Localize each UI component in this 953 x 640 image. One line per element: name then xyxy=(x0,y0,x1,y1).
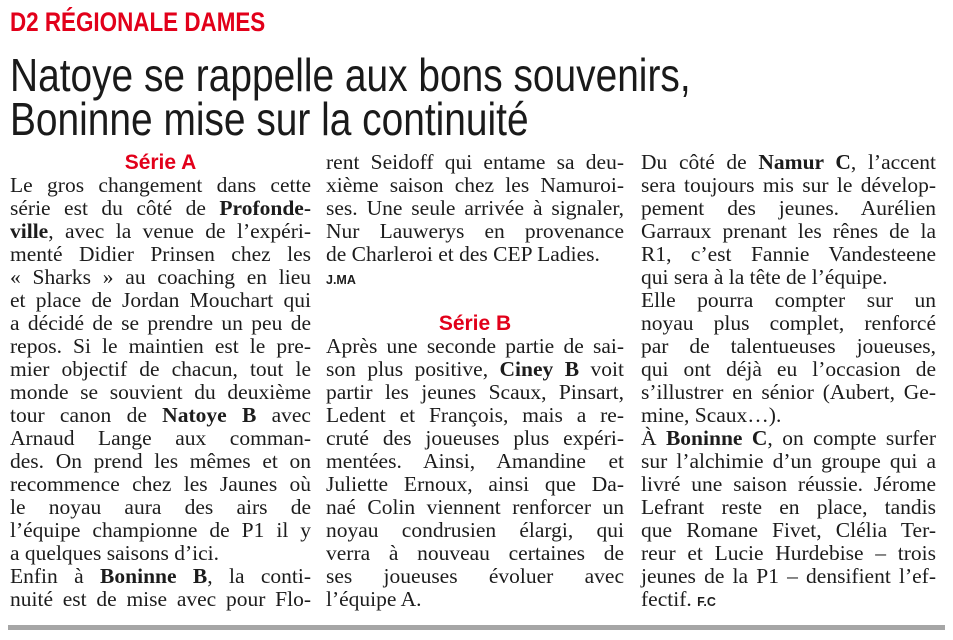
text-run: , on compte surfer xyxy=(767,426,936,450)
text-line xyxy=(10,174,311,197)
text-run: que Romane Fivet, Clélia Ter- xyxy=(641,518,936,542)
text-line xyxy=(10,197,311,220)
text-line xyxy=(326,358,624,381)
text-line xyxy=(326,335,624,358)
text-run: Enfin à xyxy=(10,564,101,588)
club-name: Natoye B xyxy=(162,403,257,427)
text-run: , la conti- xyxy=(207,564,311,588)
text-run: cruté des joueuses plus expéri- xyxy=(326,426,624,450)
text-run: mine, Scaux…). xyxy=(641,403,782,427)
club-name: Namur C xyxy=(758,150,851,174)
text-line xyxy=(641,358,936,381)
text-run: Lefrant reste en place, tandis xyxy=(641,495,936,519)
text-line xyxy=(326,197,624,220)
text-line xyxy=(641,381,936,404)
text-line xyxy=(326,565,624,588)
text-run: À xyxy=(641,426,666,450)
text-line xyxy=(10,289,311,312)
text-run: Garraux prenant les rênes de la xyxy=(641,219,936,243)
section-subhead: Série A xyxy=(124,151,197,174)
text-run: le noyau aura des airs de xyxy=(10,495,311,519)
text-line xyxy=(10,519,311,542)
text-run: l’équipe A. xyxy=(326,587,422,611)
text-line xyxy=(326,220,624,243)
text-line xyxy=(326,588,624,611)
text-line xyxy=(10,565,311,588)
text-line xyxy=(326,151,624,174)
text-line xyxy=(10,473,311,496)
text-line xyxy=(641,427,936,450)
text-line xyxy=(641,565,936,588)
text-line xyxy=(10,243,311,266)
club-name: Boninne C xyxy=(665,426,768,450)
text-line xyxy=(10,542,311,565)
text-run: « Sharks » au coaching en lieu xyxy=(10,265,311,289)
text-line xyxy=(326,427,624,450)
text-line xyxy=(10,335,311,358)
blank-line xyxy=(326,289,624,312)
club-name: Ciney B xyxy=(499,357,580,381)
text-run: sur l’alchimie d’un groupe qui a xyxy=(641,449,936,473)
text-line xyxy=(641,519,936,542)
text-run: de Charleroi et des CEP Ladies. xyxy=(326,242,600,266)
text-line xyxy=(641,450,936,473)
text-run: recommence chez les Jaunes où xyxy=(10,472,311,496)
text-line xyxy=(641,174,936,197)
text-line xyxy=(641,335,936,358)
text-run: Le gros changement dans cette xyxy=(10,173,311,197)
text-run: , l’accent xyxy=(850,150,936,174)
text-line xyxy=(641,220,936,243)
text-run: ses joueuses évoluer avec xyxy=(326,564,624,588)
text-line xyxy=(326,174,624,197)
headline xyxy=(10,49,815,145)
section-subhead: Série B xyxy=(438,312,512,335)
text-run: noyau condrusien élargi, qui xyxy=(326,518,624,542)
text-line xyxy=(641,496,936,519)
text-line xyxy=(10,427,311,450)
text-run: série est du côté de xyxy=(10,196,220,220)
byline-row xyxy=(326,266,624,289)
text-run: par de talentueuses joueuses, xyxy=(641,334,936,358)
text-line xyxy=(326,519,624,542)
text-run: qui sera à la tête de l’équipe. xyxy=(641,265,888,289)
text-line xyxy=(641,266,936,289)
text-line xyxy=(641,473,936,496)
text-line xyxy=(10,312,311,335)
text-run: jeunes de la P1 – densifient l’ef- xyxy=(641,564,936,588)
text-line xyxy=(641,312,936,335)
text-run: a décidé de se prendre un peu de xyxy=(10,311,311,335)
text-line xyxy=(641,243,936,266)
text-run: fectif. xyxy=(641,587,698,611)
text-run: l’équipe championne de P1 il y xyxy=(10,518,311,542)
text-run: ses. Une seule arrivée à signaler, xyxy=(326,196,624,220)
text-run: son plus positive, xyxy=(326,357,500,381)
text-run: Après une seconde partie de sai- xyxy=(326,334,624,358)
text-run: tour canon de xyxy=(10,403,163,427)
text-line xyxy=(10,496,311,519)
text-run: monde se souvient du deuxième xyxy=(10,380,311,404)
headline-line-1: Natoye se rappelle aux bons souvenirs, xyxy=(10,49,691,101)
author-signature: J.MA xyxy=(326,273,356,287)
text-run: xième saison chez les Namuroi- xyxy=(326,173,624,197)
section-kicker: D2 RÉGIONALE DAMES xyxy=(10,7,266,37)
text-line xyxy=(641,404,936,427)
text-run: mier objectif de chacun, tout le xyxy=(10,357,311,381)
text-run: partir les jeunes Scaux, Pinsart, xyxy=(326,380,624,404)
text-line xyxy=(326,450,624,473)
article-column-3 xyxy=(641,151,936,611)
text-line xyxy=(326,381,624,404)
text-run: mentées. Ainsi, Amandine et xyxy=(326,449,624,473)
text-run: et place de Jordan Mouchart qui xyxy=(10,288,311,312)
text-line xyxy=(326,542,624,565)
text-run: Du côté de xyxy=(641,150,759,174)
author-signature: F.C xyxy=(697,595,716,609)
text-line xyxy=(10,381,311,404)
text-line xyxy=(641,588,936,611)
article-column-1 xyxy=(10,151,311,611)
text-line xyxy=(10,358,311,381)
headline-line-2: Boninne mise sur la continuité xyxy=(10,93,529,145)
club-name: ville xyxy=(10,219,49,243)
text-run: sera toujours mis sur le dévelop- xyxy=(641,173,936,197)
text-run: R1, c’est Fannie Vandesteene xyxy=(641,242,936,266)
text-run: nuité est de mise avec pour Flo- xyxy=(10,587,311,611)
text-line xyxy=(10,220,311,243)
text-line xyxy=(10,588,311,611)
text-run: a quelques saisons d’ici. xyxy=(10,541,219,565)
text-line xyxy=(10,450,311,473)
text-run: des. On prend les mêmes et on xyxy=(10,449,311,473)
club-name: Boninne B xyxy=(100,564,208,588)
club-name: Profonde- xyxy=(219,196,311,220)
text-run: noyau plus complet, renforcé xyxy=(641,311,936,335)
text-run: , avec la venue de l’expéri- xyxy=(48,219,311,243)
text-run: qui ont déjà eu l’occasion de xyxy=(641,357,936,381)
text-run: livré une saison réussie. Jérome xyxy=(641,472,936,496)
text-line xyxy=(326,473,624,496)
text-run: Juliette Ernoux, ainsi que Da- xyxy=(326,472,624,496)
text-run: naé Colin viennent renforcer un xyxy=(326,495,624,519)
text-line xyxy=(641,151,936,174)
text-run: voit xyxy=(579,357,624,381)
text-line xyxy=(641,197,936,220)
text-run: rent Seidoff qui entame sa deu- xyxy=(326,150,624,174)
text-line xyxy=(10,404,311,427)
text-run: Elle pourra compter sur un xyxy=(641,288,936,312)
text-line xyxy=(326,404,624,427)
text-run: Ledent et François, mais a re- xyxy=(326,403,624,427)
text-run: Arnaud Lange aux comman- xyxy=(10,426,311,450)
text-run: verra à nouveau certaines de xyxy=(326,541,624,565)
text-run: pement des jeunes. Aurélien xyxy=(641,196,936,220)
text-run: s’illustrer en sénior (Aubert, Ge- xyxy=(641,380,936,404)
text-run: Nur Lauwerys en provenance xyxy=(326,219,624,243)
bottom-rule xyxy=(8,625,945,630)
text-run: menté Didier Prinsen chez les xyxy=(10,242,311,266)
text-run: repos. Si le maintien est le pre- xyxy=(10,334,311,358)
text-line xyxy=(10,266,311,289)
text-run: avec xyxy=(256,403,311,427)
text-line xyxy=(326,496,624,519)
text-line xyxy=(326,243,624,266)
text-line xyxy=(641,289,936,312)
text-line xyxy=(641,542,936,565)
article-column-2 xyxy=(326,151,624,611)
text-run: reur et Lucie Hurdebise – trois xyxy=(641,541,936,565)
